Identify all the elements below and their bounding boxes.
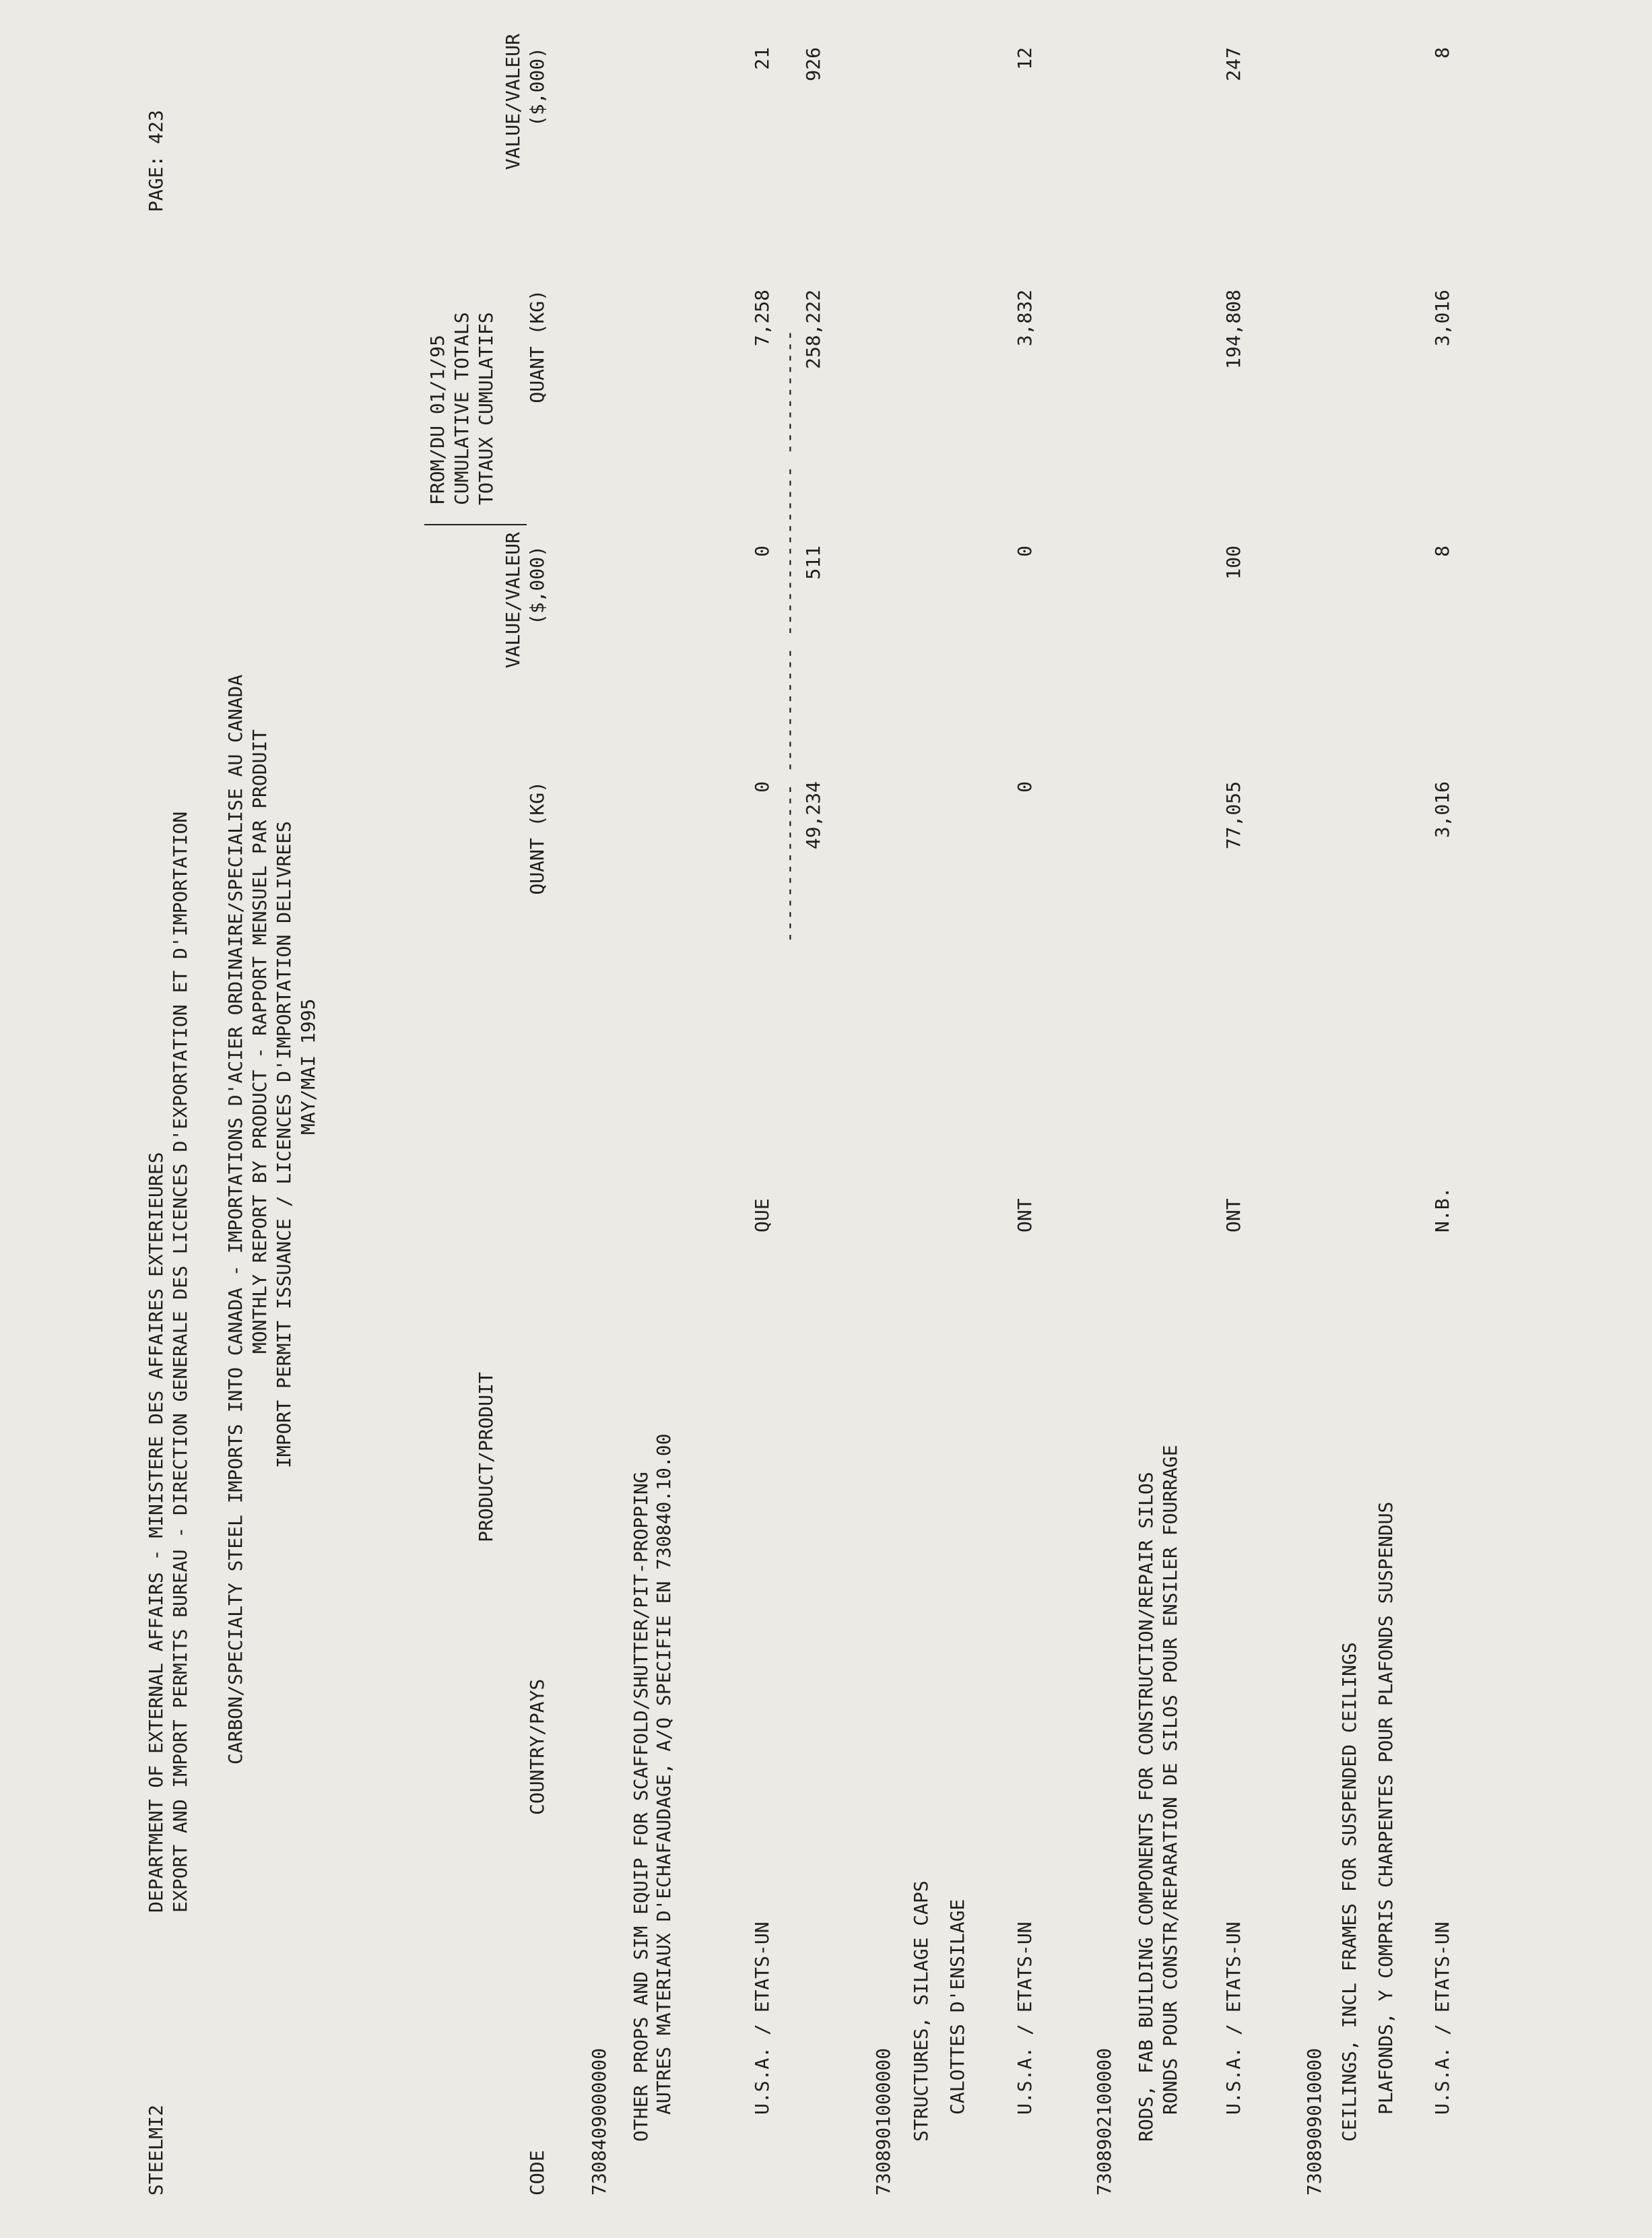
department-line-1: DEPARTMENT OF EXTERNAL AFFAIRS - MINISTERE DES AFFAIRES EXTERIEURES	[145, 1152, 167, 1913]
product-desc-en: OTHER PROPS AND SIM EQUIP FOR SCAFFOLD/SHUTTER/PIT-PROPPING	[630, 1472, 652, 2142]
cum-value-cell: 12	[1014, 47, 1036, 70]
code-column-header: CODE	[526, 2150, 548, 2196]
product-code: 7308901000000	[872, 2047, 894, 2196]
province-cell: QUE	[751, 1198, 773, 1232]
cum-quant-cell: 7,258	[751, 290, 773, 347]
value-cell: 0	[751, 546, 773, 557]
cumulative-from-date: FROM/DU 01/1/95	[426, 335, 449, 505]
report-id: STEELMI2	[145, 2105, 167, 2196]
product-column-header: PRODUCT/PRODUIT	[475, 1372, 497, 1542]
report-title-3: IMPORT PERMIT ISSUANCE / LICENCES D'IMPORTATION DELIVREES	[273, 821, 295, 1468]
total-quant: 49,234	[802, 781, 824, 850]
cum-quant-column-header: QUANT (KG)	[526, 290, 548, 403]
cumulative-divider-bar	[424, 524, 527, 525]
product-code: 7308902100000	[1093, 2047, 1115, 2196]
rotated-report	[37, 34, 1606, 2209]
total-cum-value: 926	[802, 47, 824, 81]
cumulative-totals-fr: TOTAUX CUMULATIFS	[475, 312, 497, 505]
product-code: 7308909010000	[1303, 2047, 1325, 2196]
cum-value-cell: 8	[1431, 47, 1453, 59]
value-cell: 8	[1431, 546, 1453, 557]
cum-quant-cell: 3,016	[1431, 290, 1453, 347]
quant-cell: 0	[751, 781, 773, 793]
cum-value-column-header: VALUE/VALEUR	[502, 34, 524, 170]
country-cell: U.S.A. / ETATS-UN	[1222, 1921, 1245, 2115]
value-cell: 0	[1014, 546, 1036, 557]
province-cell: ONT	[1222, 1198, 1245, 1232]
department-line-2: EXPORT AND IMPORT PERMITS BUREAU - DIRECTION GENERALE DES LICENCES D'EXPORTATION ET D'IMPORTATION	[169, 811, 191, 1913]
quant-cell: 0	[1014, 781, 1036, 793]
province-cell: ONT	[1014, 1198, 1036, 1232]
cum-quant-cell: 194,808	[1222, 290, 1245, 370]
cum-value-unit-header: ($,000)	[526, 47, 548, 127]
country-column-header: COUNTRY/PAYS	[526, 1678, 548, 1815]
total-cum-quant: 258,222	[802, 290, 824, 370]
product-desc-fr: PLAFONDS, Y COMPRIS CHARPENTES POUR PLAFONDS SUSPENDUS	[1375, 1501, 1397, 2115]
cum-quant-cell: 3,832	[1014, 290, 1036, 347]
country-cell: U.S.A. / ETATS-UN	[1014, 1921, 1036, 2115]
total-value: 511	[802, 546, 824, 580]
cum-value-cell: 21	[751, 47, 773, 70]
product-desc-en: STRUCTURES, SILAGE CAPS	[910, 1880, 932, 2142]
product-desc-fr: RONDS POUR CONSTR/REPARATION DE SILOS POUR ENSILER FOURRAGE	[1159, 1445, 1181, 2115]
province-cell: N.B.	[1431, 1187, 1453, 1232]
country-cell: U.S.A. / ETATS-UN	[1431, 1921, 1453, 2115]
product-desc-fr: AUTRES MATERIAUX D'ECHAFAUDAGE, A/Q SPECIFIE EN 730840.10.00	[653, 1433, 675, 2115]
page-number: PAGE: 423	[145, 110, 167, 212]
product-desc-fr: CALOTTES D'ENSILAGE	[946, 1899, 968, 2115]
country-cell: U.S.A. / ETATS-UN	[751, 1921, 773, 2115]
cumulative-totals-en: CUMULATIVE TOTALS	[451, 312, 473, 505]
product-desc-en: CEILINGS, INCL FRAMES FOR SUSPENDED CEILINGS	[1338, 1642, 1360, 2142]
total-separator: -------------- ----------- --------------- -----------	[778, 329, 800, 943]
report-title-1: CARBON/SPECIALTY STEEL IMPORTS INTO CANADA - IMPORTATIONS D'ACIER ORDINAIRE/SPECIALISE AU CANADA	[224, 674, 246, 1765]
quant-column-header: QUANT (KG)	[526, 781, 548, 895]
value-cell: 100	[1222, 546, 1245, 580]
product-desc-en: RODS, FAB BUILDING COMPONENTS FOR CONSTRUCTION/REPAIR SILOS	[1135, 1472, 1157, 2142]
report-title-2: MONTHLY REPORT BY PRODUCT - RAPPORT MENSUEL PAR PRODUIT	[249, 729, 271, 1354]
product-code: 7308409000000	[588, 2047, 610, 2196]
quant-cell: 77,055	[1222, 781, 1245, 850]
quant-cell: 3,016	[1431, 781, 1453, 838]
report-period: MAY/MAI 1995	[297, 998, 319, 1135]
value-column-header: VALUE/VALEUR	[502, 532, 524, 669]
value-unit-header: ($,000)	[526, 546, 548, 626]
cum-value-cell: 247	[1222, 47, 1245, 81]
